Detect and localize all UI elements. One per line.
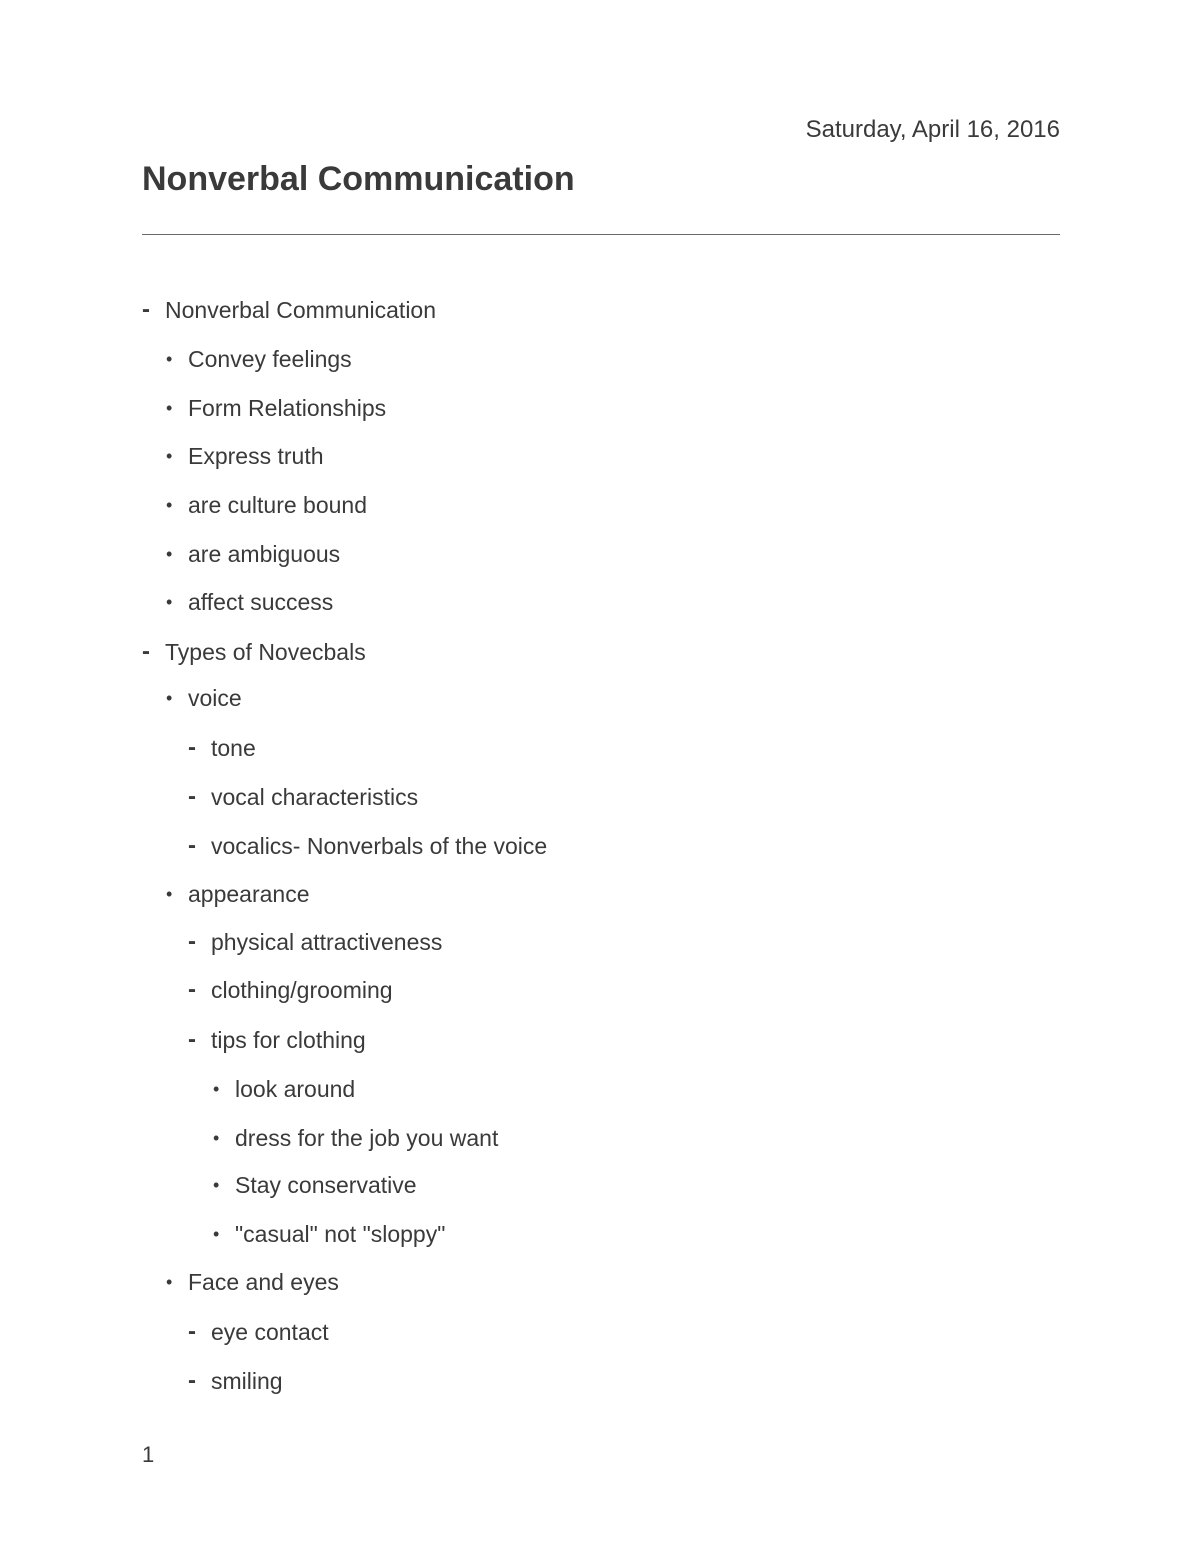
dash-bullet-icon: - [188,1318,196,1345]
outline-item: vocal characteristics [211,784,419,810]
outline-item: Express truth [188,443,324,469]
outline-item: eye contact [211,1319,329,1345]
dash-bullet-icon: - [188,783,196,810]
dot-bullet-icon: • [166,446,173,466]
dot-bullet-icon: • [166,349,173,369]
dot-bullet-icon: • [213,1128,220,1148]
outline-item: Nonverbal Communication [165,297,437,323]
dash-bullet-icon: - [188,976,196,1003]
outline-item: are ambiguous [188,541,341,567]
outline-item: look around [235,1076,356,1102]
dot-bullet-icon: • [213,1224,220,1244]
outline-item: vocalics- Nonverbals of the voice [211,833,548,859]
outline-item: Form Relationships [188,395,387,421]
title-divider [142,234,1060,235]
outline-item: Stay conservative [235,1172,417,1198]
outline-item: physical attractiveness [211,929,443,955]
outline-item: affect success [188,589,334,615]
page-title: Nonverbal Communication [142,160,575,198]
dot-bullet-icon: • [213,1079,220,1099]
outline-item: "casual" not "sloppy" [235,1221,446,1247]
outline-item: clothing/grooming [211,977,393,1003]
dot-bullet-icon: • [166,592,173,612]
dot-bullet-icon: • [166,688,173,708]
outline-item: tone [211,735,256,761]
outline-item: Types of Novecbals [165,639,366,665]
document-date: Saturday, April 16, 2016 [805,116,1060,143]
outline-item: voice [188,685,242,711]
dash-bullet-icon: - [188,1367,196,1394]
dash-bullet-icon: - [188,928,196,955]
dot-bullet-icon: • [166,495,173,515]
dash-bullet-icon: - [142,638,150,665]
dot-bullet-icon: • [166,544,173,564]
outline-item: Face and eyes [188,1269,339,1295]
outline-item: are culture bound [188,492,368,518]
outline-item: Convey feelings [188,346,352,372]
page-number: 1 [142,1442,155,1467]
dash-bullet-icon: - [188,734,196,761]
outline-item: dress for the job you want [235,1125,499,1151]
dash-bullet-icon: - [188,1026,196,1053]
outline-item: appearance [188,881,310,907]
outline-item: tips for clothing [211,1027,366,1053]
dash-bullet-icon: - [188,832,196,859]
outline-item: smiling [211,1368,283,1394]
dot-bullet-icon: • [166,398,173,418]
dot-bullet-icon: • [213,1175,220,1195]
dash-bullet-icon: - [142,296,150,323]
dot-bullet-icon: • [166,1272,173,1292]
dot-bullet-icon: • [166,884,173,904]
